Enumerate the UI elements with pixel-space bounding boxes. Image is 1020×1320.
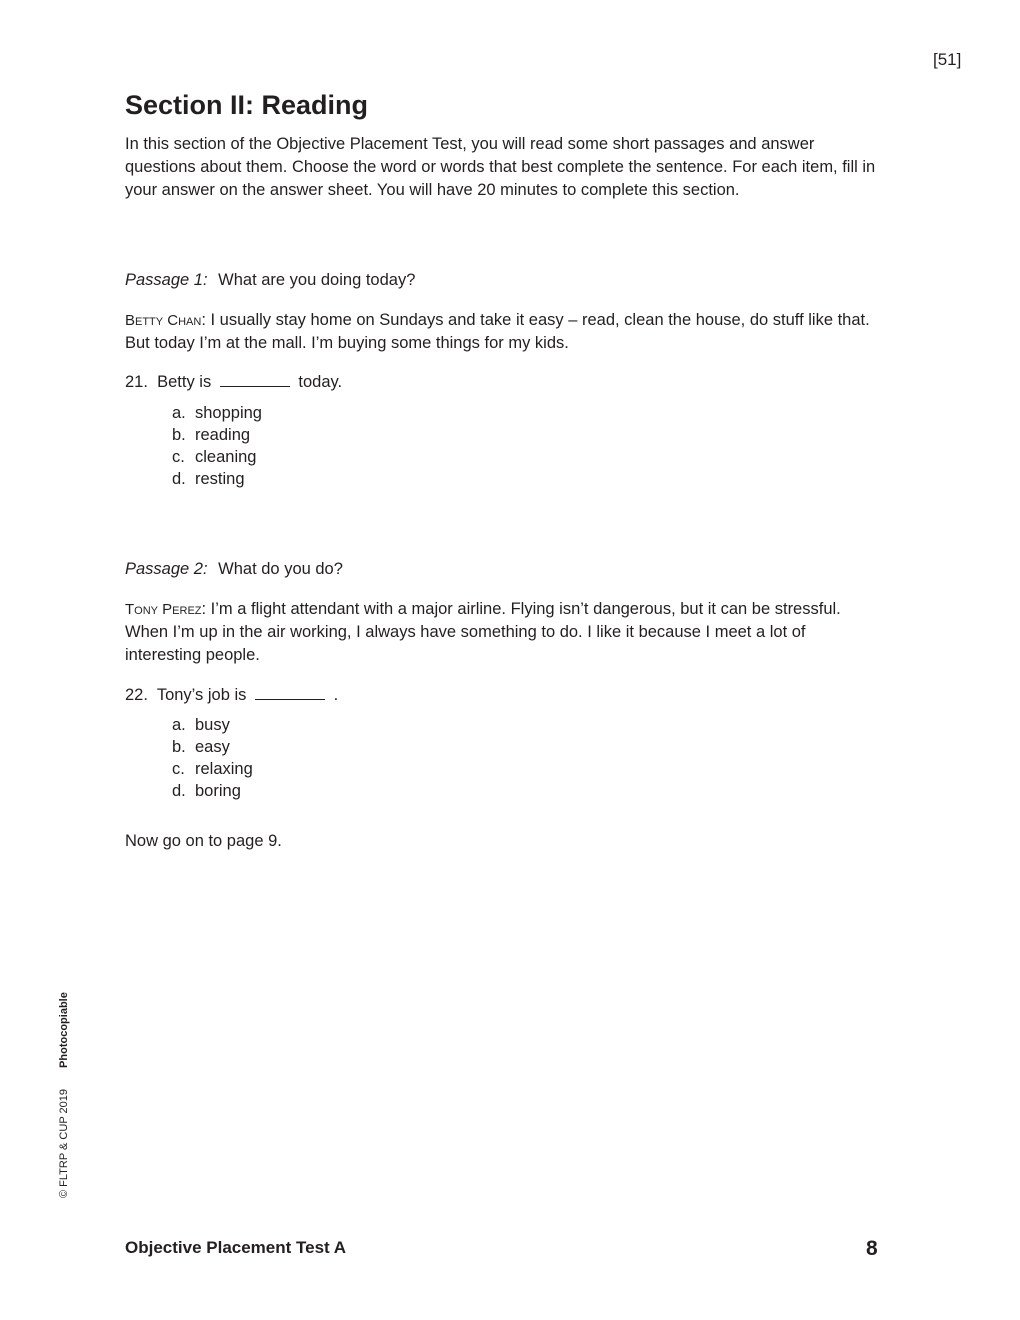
question-22-blank — [255, 689, 325, 700]
passage-1-title — [125, 271, 415, 290]
question-22 — [125, 686, 338, 705]
section-instructions: In this section of the Objective Placement Test, you will read some short passages and answer questions about them. Choose the word or words that best complete the sentence. For each item, fill in your answer on the answer sheet. You will have 20 minutes to complete this section. — [125, 135, 876, 199]
page-reference: [51] — [933, 50, 962, 69]
passage-1-body: : I usually stay home on Sundays and take it easy – read, clean the house, do stuff like that. But today I’m at the mall. I’m buying some things for my kids. — [125, 311, 870, 352]
question-21-blank — [220, 376, 290, 387]
passage-1-speaker: Betty Chan — [125, 312, 202, 329]
section-title: Section II: Reading — [125, 90, 369, 120]
passage-2-text — [125, 598, 885, 667]
passage-1-label: Passage 1: — [125, 271, 208, 289]
question-21-stem-start: Betty is — [157, 373, 212, 391]
copyright-notice — [58, 992, 70, 1198]
question-21 — [125, 373, 342, 392]
question-21-stem-end: today. — [298, 373, 343, 391]
copyright-text: © FLTRP & CUP 2019 — [58, 1089, 70, 1198]
question-22-option-c: c. relaxing — [172, 760, 253, 778]
passage-2-speaker: Tony Perez — [125, 601, 202, 618]
question-21-option-c: c. cleaning — [172, 448, 257, 466]
question-22-options — [172, 714, 253, 802]
question-21-option-d: d. resting — [172, 470, 245, 488]
passage-1-text — [125, 309, 885, 355]
passage-2-heading: What do you do? — [218, 560, 343, 578]
photocopiable-label: Photocopiable — [58, 992, 70, 1068]
passage-2-label: Passage 2: — [125, 560, 208, 578]
footer-test-title: Objective Placement Test A — [125, 1238, 347, 1257]
question-21-option-a: a. shopping — [172, 404, 262, 422]
question-22-option-b: b. easy — [172, 738, 230, 756]
question-21-options — [172, 402, 262, 490]
question-22-option-d: d. boring — [172, 782, 241, 800]
passage-2-title — [125, 560, 343, 579]
passage-1-heading: What are you doing today? — [218, 271, 416, 289]
question-21-number: 21. — [125, 373, 148, 391]
question-22-stem-start: Tony’s job is — [156, 686, 247, 704]
page-number: 8 — [866, 1237, 878, 1260]
next-page-instruction: Now go on to page 9. — [125, 832, 282, 850]
passage-2-body: : I’m a flight attendant with a major airline. Flying isn’t dangerous, but it can be stressful. When I’m up in the air working, I always have something to do. I like it because I meet a lot of interesting people. — [125, 600, 841, 664]
question-22-number: 22. — [125, 686, 148, 704]
question-22-option-a: a. busy — [172, 716, 230, 734]
question-22-stem-end: . — [333, 686, 339, 704]
question-21-option-b: b. reading — [172, 426, 251, 444]
